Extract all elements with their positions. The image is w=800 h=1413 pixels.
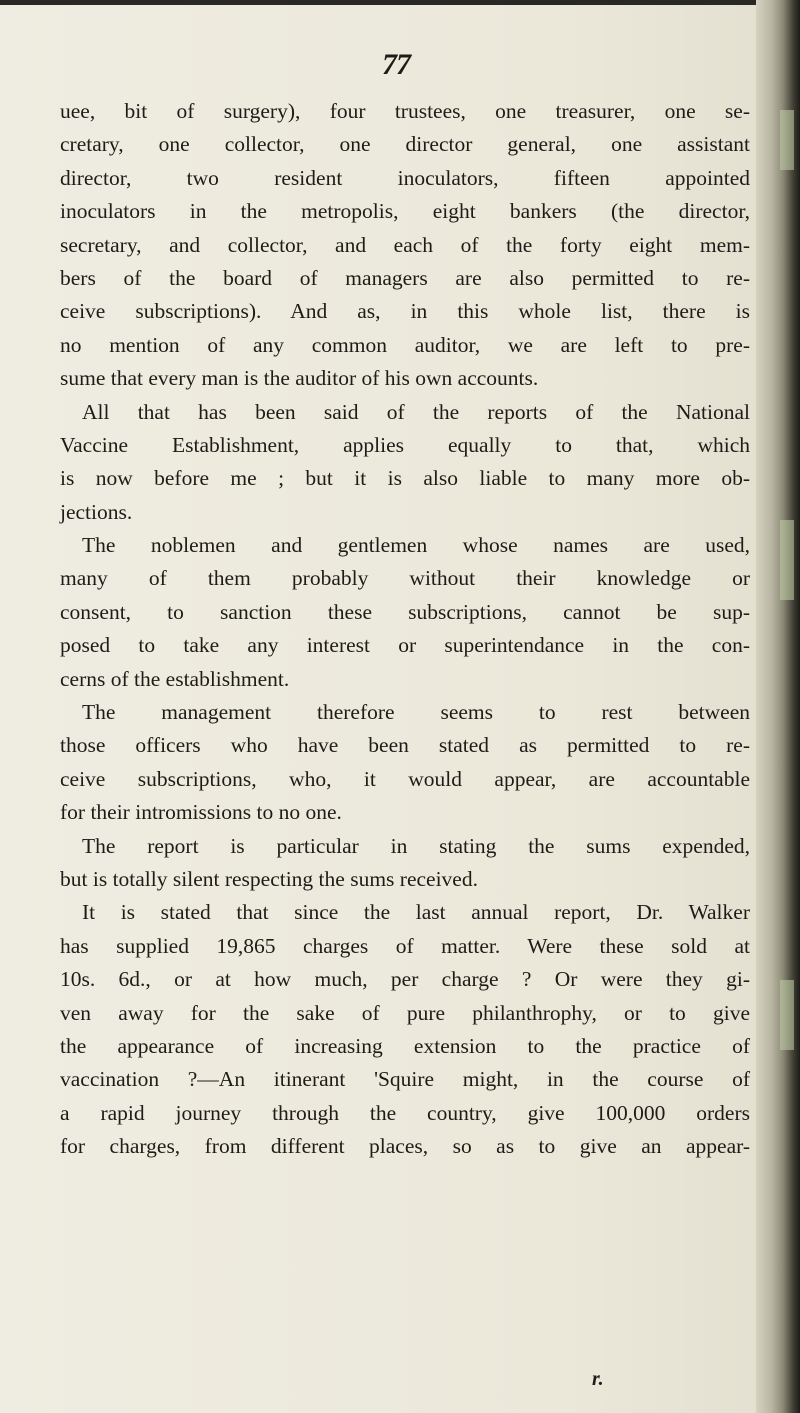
text-line: inoculators in the metropolis, eight bankers (the director, bbox=[60, 199, 750, 224]
top-border bbox=[0, 0, 760, 5]
body-text bbox=[60, 95, 750, 1164]
text-line: ceive subscriptions). And as, in this whole list, there is bbox=[60, 299, 750, 324]
text-line: for charges, from different places, so as to give an appear- bbox=[60, 1134, 750, 1159]
text-line: bers of the board of managers are also permitted to re- bbox=[60, 265, 750, 290]
text-line: a rapid journey through the country, give 100,000 orders bbox=[60, 1100, 750, 1125]
text-line: The management therefore seems to rest between bbox=[82, 700, 750, 725]
text-line: but is totally silent respecting the sums received. bbox=[60, 866, 478, 891]
text-line: the appearance of increasing extension to the practice of bbox=[60, 1033, 750, 1058]
text-line: cerns of the establishment. bbox=[60, 666, 290, 691]
text-line: cretary, one collector, one director general, one assistant bbox=[60, 132, 750, 157]
text-line: posed to take any interest or superintendance in the con- bbox=[60, 633, 750, 658]
text-line: It is stated that since the last annual report, Dr. Walker bbox=[82, 900, 750, 925]
text-line: uee, bit of surgery), four trustees, one treasurer, one se- bbox=[60, 99, 750, 123]
page-number: 77 bbox=[382, 48, 410, 81]
text-line: for their intromissions to no one. bbox=[60, 800, 342, 825]
text-line: secretary, and collector, and each of the forty eight mem- bbox=[60, 232, 750, 257]
spine-stain bbox=[780, 520, 794, 600]
text-line: ven away for the sake of pure philanthrophy, or to give bbox=[60, 1000, 750, 1025]
text-line: ceive subscriptions, who, it would appear, are accountable bbox=[60, 766, 750, 791]
book-spine-edge bbox=[756, 0, 800, 1413]
text-line: 10s. 6d., or at how much, per charge ? Or were they gi- bbox=[60, 967, 750, 992]
text-line: many of them probably without their knowledge or bbox=[60, 566, 750, 591]
text-line: All that has been said of the reports of the National bbox=[82, 399, 750, 424]
text-line: consent, to sanction these subscriptions, cannot be sup- bbox=[60, 599, 750, 624]
text-line: director, two resident inoculators, fifteen appointed bbox=[60, 165, 750, 190]
text-line: is now before me ; but it is also liable to many more ob- bbox=[60, 466, 750, 491]
text-line: vaccination ?—An itinerant 'Squire might, in the course of bbox=[60, 1067, 750, 1092]
spine-stain bbox=[780, 980, 794, 1050]
text-line: has supplied 19,865 charges of matter. Were these sold at bbox=[60, 933, 750, 958]
catchword: r. bbox=[592, 1368, 604, 1390]
text-line: jections. bbox=[60, 499, 133, 524]
text-line: The report is particular in stating the sums expended, bbox=[82, 833, 750, 858]
text-line: Vaccine Establishment, applies equally to that, which bbox=[60, 432, 750, 457]
text-line: sume that every man is the auditor of his own accounts. bbox=[60, 366, 539, 391]
text-line: those officers who have been stated as permitted to re- bbox=[60, 733, 750, 758]
text-line: no mention of any common auditor, we are left to pre- bbox=[60, 332, 750, 357]
spine-stain bbox=[780, 110, 794, 170]
text-line: The noblemen and gentlemen whose names are used, bbox=[82, 533, 750, 558]
